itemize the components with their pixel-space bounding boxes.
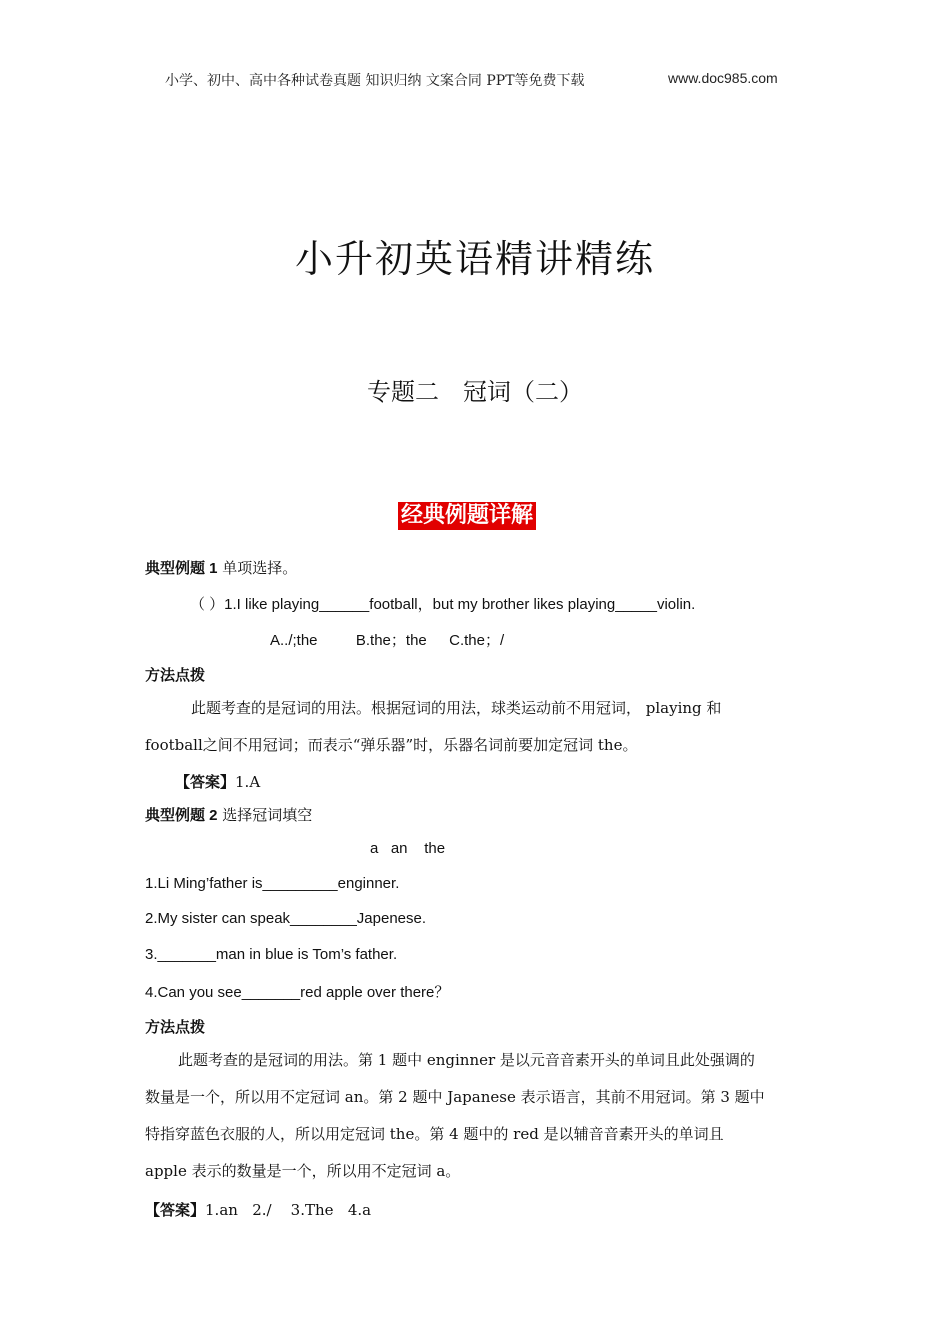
page-subtitle [0, 372, 950, 407]
example1-method-title: 方法点拨 [145, 667, 206, 684]
page-title: 小升初英语精讲精练 [294, 239, 655, 281]
example2-explain-line1: 此题考查的是冠词的用法。第 1 题中 enginner 是以元音音素开头的单词且此处强调的 [178, 1051, 755, 1069]
example1-answer-value: 1.A [235, 773, 261, 791]
example2-explain-line2: 数量是一个，所以用不定冠词 an。第 2 题中 Japanese 表示语言，其前不用冠词。第 3 题中 [145, 1088, 765, 1106]
header-text: 小学、初中、高中各种试卷真题 知识归纳 文案合同 PPT等免费下载 [165, 73, 585, 89]
header-site-link[interactable]: www.doc985.com [668, 70, 778, 86]
example1-explain-line1: 此题考查的是冠词的用法。根据冠词的用法，球类运动前不用冠词， playing 和 [191, 699, 722, 717]
example2-word-bank: a an the [370, 840, 446, 857]
example2-answer-value: 1.an 2./ 3.The 4.a [205, 1201, 372, 1219]
example1-instruction: 单项选择。 [222, 559, 298, 577]
example1-answer-label: 【答案】 [175, 774, 236, 791]
example2-question-3: 3._______man in blue is Tom’s father. [145, 946, 398, 963]
example1-answer [175, 771, 260, 792]
example2-answer [145, 1199, 371, 1220]
example1-options [270, 629, 504, 650]
example2-label: 典型例题 2 [145, 807, 218, 824]
example2-method-title: 方法点拨 [145, 1019, 206, 1036]
subtitle-topic: 专题二 [367, 379, 439, 406]
section-banner: 经典例题详解 [398, 502, 536, 530]
example1-heading [145, 557, 297, 578]
example1-option-c: C.the；/ [449, 632, 505, 649]
example1-label: 典型例题 1 [145, 560, 218, 577]
example2-explain-line3: 特指穿蓝色衣服的人，所以用定冠词 the。第 4 题中的 red 是以辅音音素开头的单词且 [145, 1125, 724, 1143]
example2-answer-label: 【答案】 [145, 1202, 206, 1219]
example2-explain-line4: apple 表示的数量是一个，所以用不定冠词 a。 [145, 1162, 461, 1180]
example1-explain-line2: football之间不用冠词；而表示“弹乐器”时，乐器名词前要加定冠词 the。 [145, 736, 638, 754]
example1-explanation [145, 690, 807, 764]
example2-explanation [145, 1042, 807, 1190]
example1-option-a: A../;the [270, 632, 318, 649]
example1-question: （ ）1.I like playing______football，but my brother likes playing_____violin. [190, 596, 696, 613]
example2-heading [145, 804, 312, 825]
example2-question-1: 1.Li Ming’father is_________enginner. [145, 875, 400, 892]
example2-question-2: 2.My sister can speak________Japenese. [145, 910, 427, 927]
example2-instruction: 选择冠词填空 [222, 806, 313, 824]
example2-question-4: 4.Can you see_______red apple over there？ [145, 984, 450, 1001]
subtitle-name: 冠词（二） [463, 379, 583, 406]
example1-option-b: B.the；the [355, 632, 427, 649]
